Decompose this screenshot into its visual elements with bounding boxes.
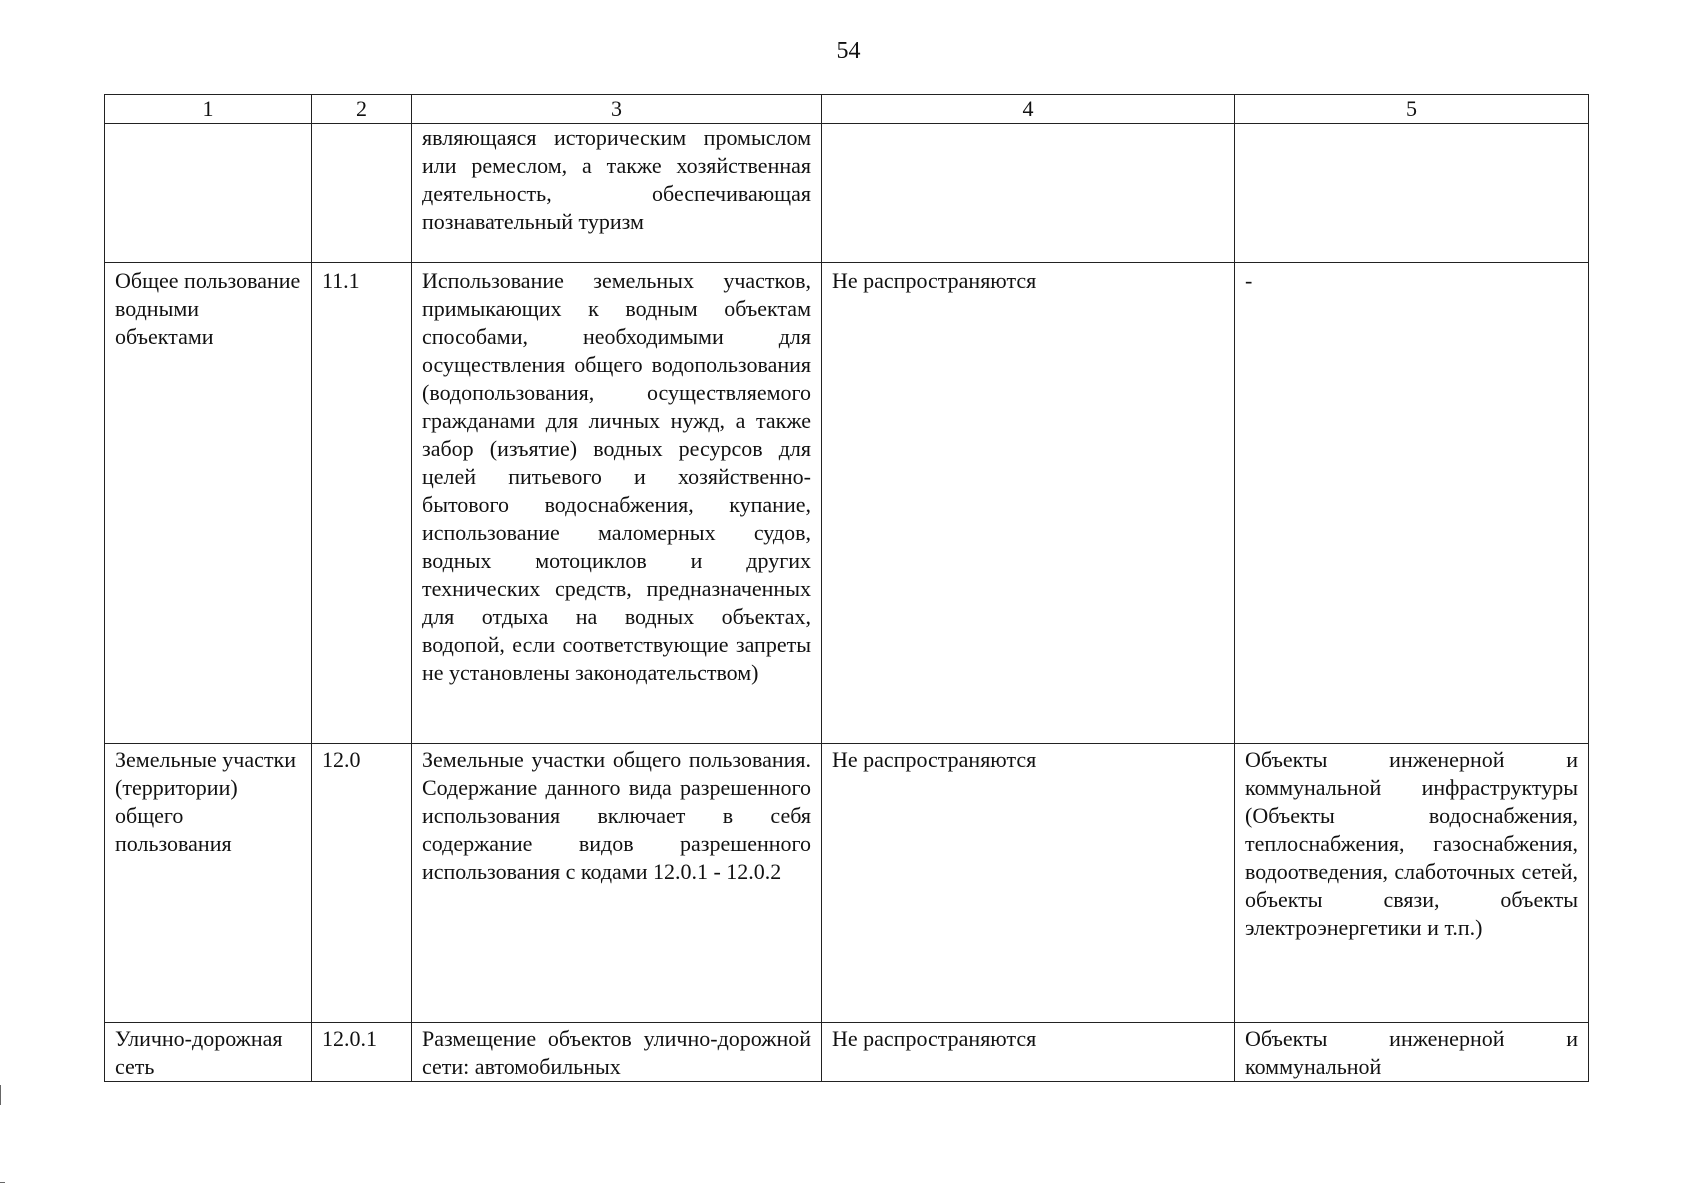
cell-auxiliary: Объекты инженерной и коммунальной (1235, 1023, 1589, 1082)
cell-restrictions: Не распространяются (822, 263, 1235, 744)
cell-use-name: Общее пользование водными объектами (105, 263, 312, 744)
cell-use-name: Земельные участки (территории) общего пользования (105, 744, 312, 1023)
cell-description: Земельные участки общего пользования. Содержание данного вида разрешенного использования включает в себя содержание видов разрешенного использования с кодами 12.0.1 - 12.0.2 (412, 744, 822, 1023)
cell-auxiliary: - (1235, 263, 1589, 744)
scan-margin-mark (0, 1085, 7, 1105)
cell-code: 12.0.1 (312, 1023, 412, 1082)
cell-restrictions: Не распространяются (822, 1023, 1235, 1082)
cell-description: являющаяся историческим промыслом или ремеслом, а также хозяйственная деятельность, обеспечивающая познавательный туризм (412, 124, 822, 263)
table-row (105, 124, 1589, 263)
cell-restrictions (822, 124, 1235, 263)
cell-description: Использование земельных участков, примыкающих к водным объектам способами, необходимыми для осуществления общего водопользования (водопользования, осуществляемого гражданами для личных нужд, а также забор (изъятие) водных ресурсов для целей питьевого и хозяйственно-бытового водоснабжения, купание, использование маломерных судов, водных мотоциклов и других технических средств, предназначенных для отдыха на водных объектах, водопой, если соответствующие запреты не установлены законодательством) (412, 263, 822, 744)
table-row (105, 744, 1589, 1023)
cell-restrictions: Не распространяются (822, 744, 1235, 1023)
column-header-4: 4 (822, 95, 1235, 124)
cell-use-name: Улично-дорожная сеть (105, 1023, 312, 1082)
table-row (105, 263, 1589, 744)
cell-auxiliary: Объекты инженерной и коммунальной инфраструктуры (Объекты водоснабжения, теплоснабжения, газоснабжения, водоотведения, слаботочных сетей, объекты связи, объекты электроэнергетики и т.п.) (1235, 744, 1589, 1023)
cell-code: 11.1 (312, 263, 412, 744)
cell-use-name (105, 124, 312, 263)
column-header-2: 2 (312, 95, 412, 124)
page-number: 54 (836, 38, 861, 64)
cell-code (312, 124, 412, 263)
cell-description: Размещение объектов улично-дорожной сети: автомобильных (412, 1023, 822, 1082)
regulations-table (104, 94, 1589, 1082)
table-header-row (105, 95, 1589, 124)
column-header-5: 5 (1235, 95, 1589, 124)
cell-code: 12.0 (312, 744, 412, 1023)
column-header-1: 1 (105, 95, 312, 124)
cell-auxiliary (1235, 124, 1589, 263)
column-header-3: 3 (412, 95, 822, 124)
scan-margin-mark (0, 1182, 5, 1183)
table-row (105, 1023, 1589, 1082)
